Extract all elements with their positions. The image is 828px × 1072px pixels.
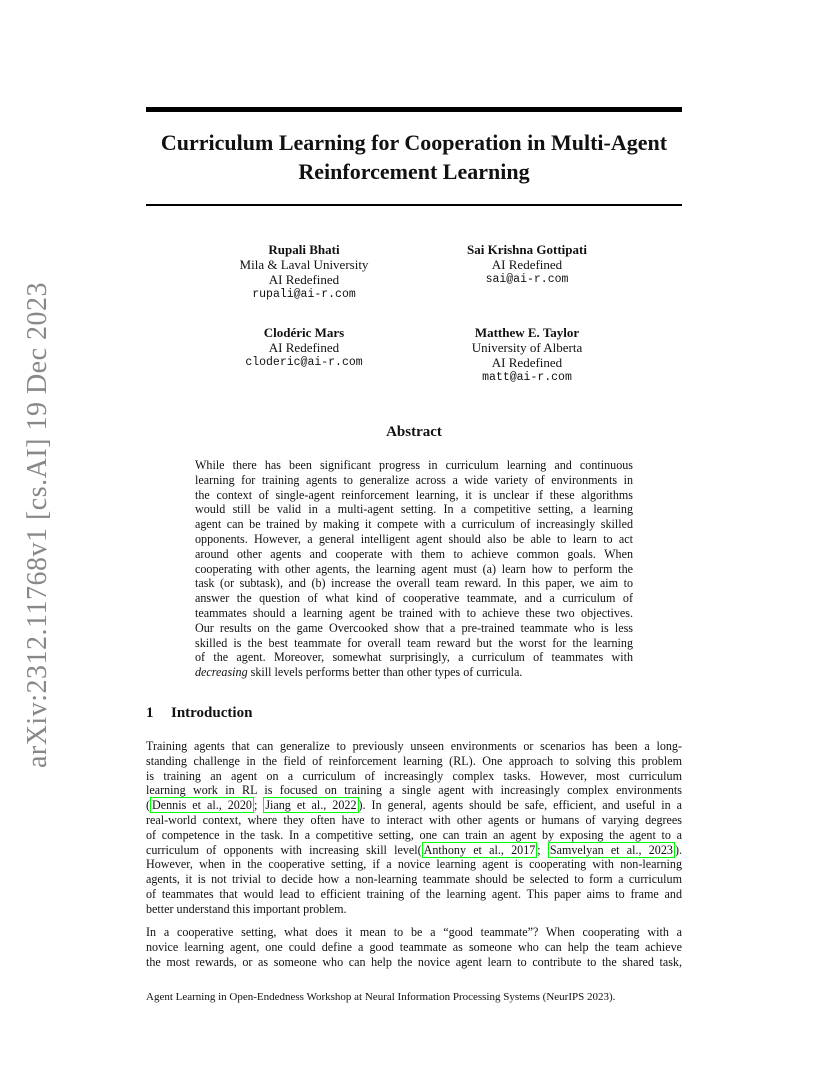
abstract-line: opponents. However, a general intelligent agent should also be able to learn to act <box>195 531 633 546</box>
abstract-line: skilled is the best teammate for overall team reward but the worst for the learning <box>195 635 633 650</box>
abstract-line: around other agents and cooperate with them to achieve common goals. When <box>195 546 633 561</box>
intro-line: In a cooperative setting, what does it mean to be a “good teammate”? When cooperating with a <box>146 925 682 939</box>
author-affiliation: AI Redefined <box>268 272 340 287</box>
intro-line <box>146 798 682 813</box>
arxiv-stamp: arXiv:2312.11768v1 [cs.AI] 19 Dec 2023 <box>22 281 53 769</box>
intro-line: However, when in the cooperative setting, if a novice learning agent is cooperating with non-learning <box>146 857 682 872</box>
intro-paragraph <box>146 739 682 917</box>
abstract-line: agent can be trained by making it compete with a curriculum of increasingly skilled <box>195 517 633 532</box>
abstract-line: would still be valid in a multi-agent setting. In a competitive setting, a learning <box>195 502 633 517</box>
intro-line: learning work in RL is focused on training a single agent with increasingly complex environments <box>146 783 682 798</box>
section-heading <box>146 705 252 722</box>
author-name: Rupali Bhati <box>268 242 340 257</box>
intro-line: standing challenge in the field of reinforcement learning (RL). One approach to solving this problem <box>146 753 682 768</box>
abstract-line: the context of single-agent reinforcement learning, it is unclear if these algorithms <box>195 487 633 502</box>
page-footer: Agent Learning in Open-Endedness Workshop at Neural Information Processing Systems (NeurIPS 2023). <box>146 991 616 1003</box>
title-bottom-rule <box>146 204 682 206</box>
intro-line: the most rewards, or as someone who can help the novice agent learn to contribute to the shared task, <box>146 954 682 969</box>
intro-line: is training an agent on a curriculum of increasingly complex tasks. However, most curriculum <box>146 768 682 783</box>
author-block <box>184 325 424 370</box>
abstract-line-rest: skill levels performs better than other types of curricula. <box>247 665 523 680</box>
abstract-line <box>195 665 633 680</box>
intro-paragraph <box>146 925 682 969</box>
author-affiliation: AI Redefined <box>491 257 563 272</box>
intro-line: novice learning agent, one could define a good teammate as someone who can help the team achieve <box>146 939 682 954</box>
abstract-line: Our results on the game Overcooked show that a pre-trained teammate who is less <box>195 620 633 635</box>
text-fragment: ; <box>253 798 264 813</box>
text-fragment: ; <box>537 842 548 857</box>
author-affiliation: AI Redefined <box>268 340 340 355</box>
intro-line: of competence in the task. In a competitive setting, one can train an agent by exposing the agent to a <box>146 827 682 842</box>
abstract-body <box>195 458 633 680</box>
abstract-line: learning for training agents to generalize across a wide variety of environments in <box>195 472 633 487</box>
text-fragment: curriculum of opponents with increasing skill level( <box>146 842 422 857</box>
author-name: Matthew E. Taylor <box>474 325 580 340</box>
text-fragment: ). <box>674 842 682 857</box>
intro-line: of teammates that would lead to efficient training of the learning agent. This paper aims to frame and <box>146 886 682 901</box>
paper-title <box>146 128 682 186</box>
abstract-emphasis: decreasing <box>195 665 248 680</box>
author-email[interactable]: sai@ai-r.com <box>485 273 569 286</box>
author-block <box>407 242 647 287</box>
author-affiliation: Mila & Laval University <box>239 257 369 272</box>
intro-line: better understand this important problem. <box>146 901 347 916</box>
author-email[interactable]: rupali@ai-r.com <box>252 288 356 301</box>
abstract-line: answer the question of what kind of cooperative teammate, and a curriculum of <box>195 591 633 606</box>
intro-line: Training agents that can generalize to previously unseen environments or scenarios has been a long- <box>146 739 682 753</box>
text-fragment: ). In general, agents should be safe, efficient, and useful in a <box>358 798 683 813</box>
citation-link[interactable]: Anthony et al., 2017 <box>423 842 536 857</box>
intro-line: real-world context, where they often have to interact with other agents or humans of varying degrees <box>146 812 682 827</box>
section-title: Introduction <box>171 705 253 721</box>
author-block <box>407 325 647 385</box>
abstract-line: teammates should a learning agent be trained with to achieve these two objectives. <box>195 605 633 620</box>
author-name: Clodéric Mars <box>263 325 345 340</box>
section-number: 1 <box>146 705 154 721</box>
author-email[interactable]: cloderic@ai-r.com <box>245 356 363 369</box>
intro-line <box>146 843 682 858</box>
intro-line: agents, it is not trivial to decide how a non-learning teammate should be selected to form a curriculum <box>146 872 682 887</box>
title-top-rule <box>146 107 682 112</box>
abstract-heading: Abstract <box>386 424 442 440</box>
title-line: Curriculum Learning for Cooperation in Multi-Agent <box>160 130 668 155</box>
citation-link[interactable]: Jiang et al., 2022 <box>265 798 357 813</box>
abstract-line: cooperating with other agents, the learning agent must (a) learn how to perform the <box>195 561 633 576</box>
citation-link[interactable]: Dennis et al., 2020 <box>152 798 252 813</box>
author-block <box>184 242 424 302</box>
abstract-line: task (or subtask), and (b) increase the overall team reward. In this paper, we aim to <box>195 576 633 591</box>
abstract-line: of the agent. Moreover, somewhat surprisingly, a curriculum of teammates with <box>195 650 633 665</box>
author-name: Sai Krishna Gottipati <box>467 242 587 257</box>
title-line: Reinforcement Learning <box>298 159 530 184</box>
author-email[interactable]: matt@ai-r.com <box>482 371 572 384</box>
author-affiliation: AI Redefined <box>491 355 563 370</box>
author-affiliation: University of Alberta <box>471 340 583 355</box>
text-fragment: ( <box>146 798 151 813</box>
abstract-line: While there has been significant progress in curriculum learning and continuous <box>195 458 633 472</box>
citation-link[interactable]: Samvelyan et al., 2023 <box>549 842 673 857</box>
